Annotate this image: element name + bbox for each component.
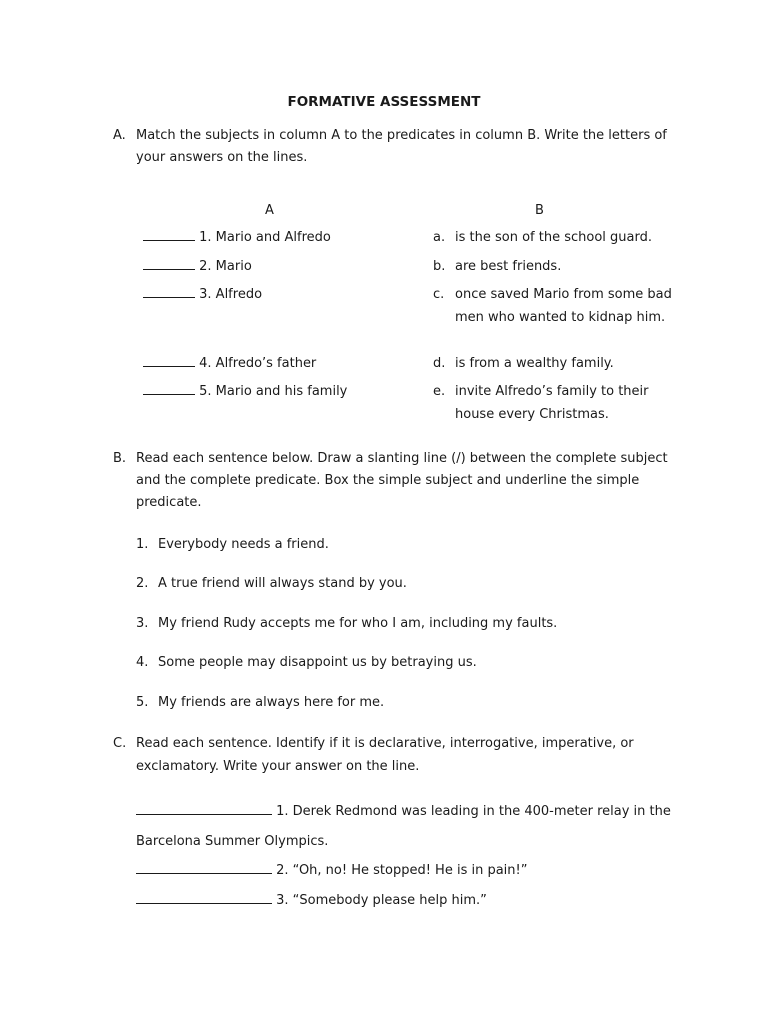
answer-blank[interactable] (136, 813, 272, 815)
subject-row (143, 385, 347, 398)
sentence-number: 5. (136, 695, 149, 710)
subject-row (143, 260, 252, 273)
subject-text: 4. Alfredo’s father (199, 356, 317, 371)
predicate-text: are best friends. (455, 259, 562, 274)
predicate-letter: d. (433, 356, 446, 371)
section-b-instruction: Read each sentence below. Draw a slanting line (/) between the complete subject (136, 451, 668, 466)
sentence-text: My friend Rudy accepts me for who I am, including my faults. (158, 616, 558, 631)
section-a-instruction-cont: your answers on the lines. (136, 150, 308, 165)
sentence-text: My friends are always here for me. (158, 695, 385, 710)
sentence-text: Everybody needs a friend. (158, 537, 329, 552)
sentence-text: Some people may disappoint us by betraying us. (158, 655, 477, 670)
section-b-instruction-cont: and the complete predicate. Box the simple subject and underline the simple (136, 473, 640, 488)
subject-row (143, 288, 262, 301)
subject-row (143, 357, 316, 370)
sentence-text: A true friend will always stand by you. (158, 576, 407, 591)
answer-blank[interactable] (143, 268, 195, 270)
subject-text: 2. Mario (199, 259, 252, 274)
section-a-instruction: Match the subjects in column A to the predicates in column B. Write the letters of (136, 128, 667, 143)
predicate-letter: c. (433, 287, 445, 302)
sentence-row (136, 805, 671, 818)
predicate-text-cont: house every Christmas. (455, 407, 609, 422)
answer-blank[interactable] (136, 902, 272, 904)
predicate-letter: a. (433, 230, 446, 245)
column-a-header: A (265, 203, 274, 218)
sentence-text-cont: Barcelona Summer Olympics. (136, 834, 329, 849)
sentence-number: 3. (136, 616, 149, 631)
subject-text: 5. Mario and his family (199, 384, 348, 399)
predicate-letter: b. (433, 259, 446, 274)
sentence-text: 1. Derek Redmond was leading in the 400-meter relay in the (276, 804, 671, 819)
section-c-instruction: Read each sentence. Identify if it is declarative, interrogative, imperative, or (136, 736, 634, 751)
subject-text: 3. Alfredo (199, 287, 263, 302)
answer-blank[interactable] (143, 296, 195, 298)
answer-blank[interactable] (143, 393, 195, 395)
sentence-number: 4. (136, 655, 149, 670)
section-c-instruction-cont: exclamatory. Write your answer on the line. (136, 759, 420, 774)
sentence-row (136, 894, 487, 907)
answer-blank[interactable] (143, 365, 195, 367)
sentence-number: 2. (136, 576, 149, 591)
section-b-instruction-cont: predicate. (136, 495, 202, 510)
page-title: FORMATIVE ASSESSMENT (287, 94, 481, 110)
section-a-letter: A. (113, 128, 126, 143)
sentence-text: 2. “Oh, no! He stopped! He is in pain!” (276, 863, 528, 878)
predicate-text: invite Alfredo’s family to their (455, 384, 649, 399)
predicate-text: is the son of the school guard. (455, 230, 652, 245)
section-b-letter: B. (113, 451, 127, 466)
sentence-row (136, 864, 527, 877)
answer-blank[interactable] (136, 872, 272, 874)
predicate-letter: e. (433, 384, 446, 399)
section-c-letter: C. (113, 736, 127, 751)
sentence-text: 3. “Somebody please help him.” (276, 893, 487, 908)
predicate-text: is from a wealthy family. (455, 356, 614, 371)
column-b-header: B (535, 203, 544, 218)
answer-blank[interactable] (143, 239, 195, 241)
predicate-text: once saved Mario from some bad (455, 287, 672, 302)
predicate-text-cont: men who wanted to kidnap him. (455, 310, 666, 325)
subject-row (143, 231, 331, 244)
sentence-number: 1. (136, 537, 149, 552)
subject-text: 1. Mario and Alfredo (199, 230, 331, 245)
